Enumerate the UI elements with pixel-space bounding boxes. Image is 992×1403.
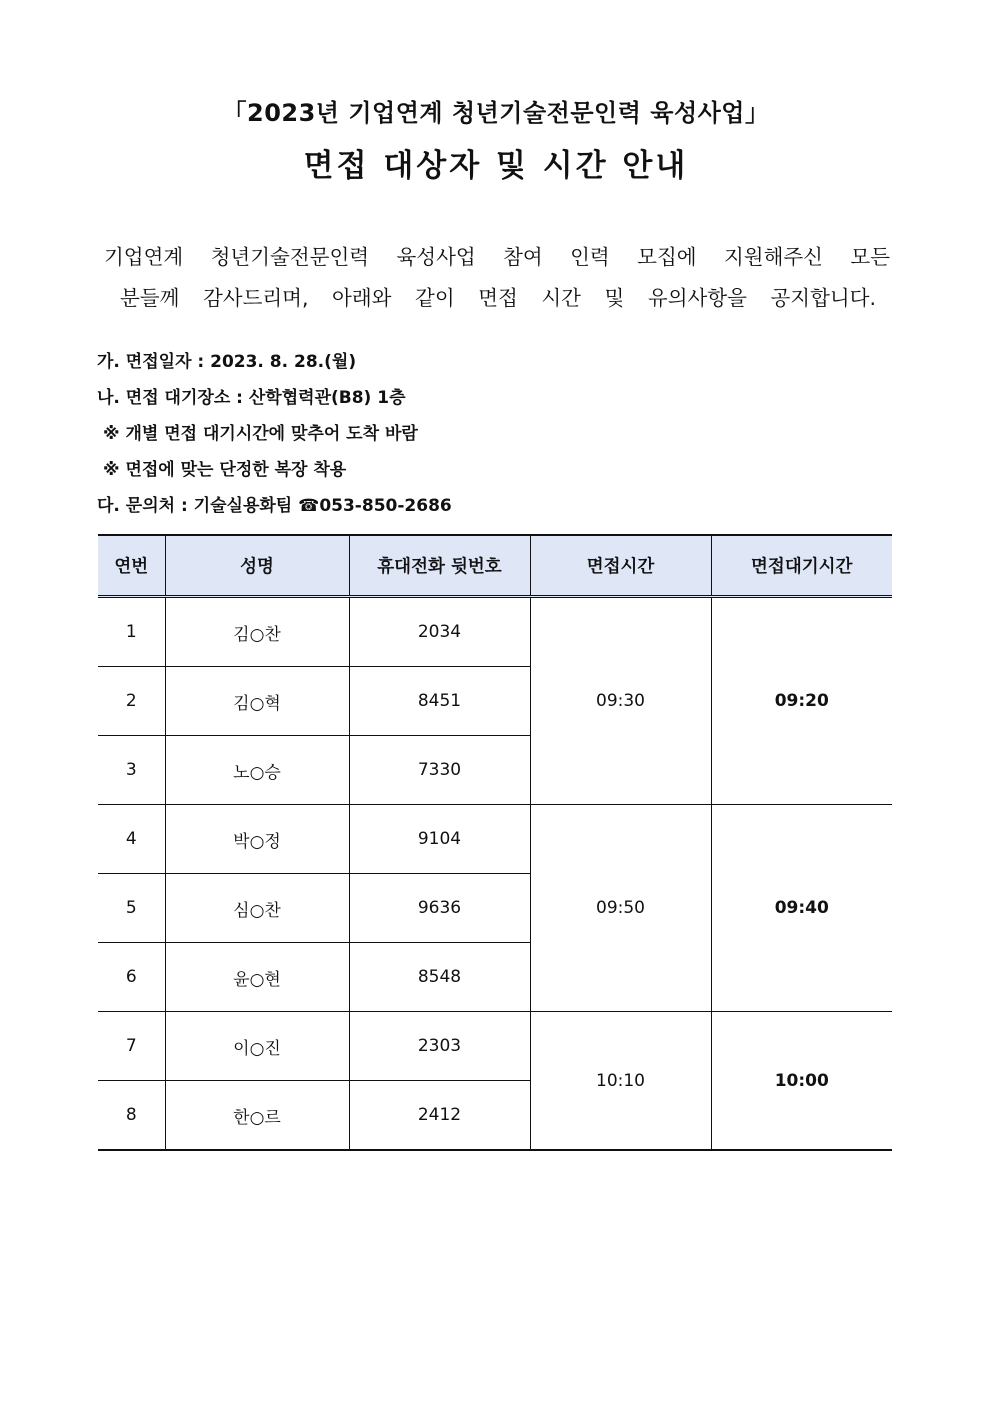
interview-time: 09:50	[530, 805, 711, 1012]
row-name: 윤○현	[165, 943, 349, 1012]
row-name: 김○혁	[165, 667, 349, 736]
row-name: 이○진	[165, 1012, 349, 1081]
row-no: 2	[98, 667, 165, 736]
row-phone: 7330	[349, 736, 530, 805]
row-phone: 2303	[349, 1012, 530, 1081]
row-phone: 9636	[349, 874, 530, 943]
row-no: 8	[98, 1081, 165, 1151]
intro-line-2: 분들께 감사드리며, 아래와 같이 면접 시간 및 유의사항을 공지합니다.	[120, 286, 876, 310]
table-row	[98, 597, 892, 667]
row-name: 한○르	[165, 1081, 349, 1151]
interview-schedule-table	[98, 534, 892, 1151]
row-no: 1	[98, 597, 165, 667]
document-subtitle: 면접 대상자 및 시간 안내	[303, 148, 689, 184]
notice-dress: ※ 면접에 맞는 단정한 복장 착용	[103, 460, 347, 480]
header-interview-time: 면접시간	[530, 535, 711, 597]
notice-arrival: ※ 개별 면접 대기시간에 맞추어 도착 바람	[103, 424, 418, 444]
intro-line-1: 기업연계 청년기술전문인력 육성사업 참여 인력 모집에 지원해주신 모든	[104, 245, 890, 269]
row-name: 노○승	[165, 736, 349, 805]
interview-time: 10:10	[530, 1012, 711, 1151]
header-waiting-time: 면접대기시간	[711, 535, 892, 597]
waiting-time: 10:00	[711, 1012, 892, 1151]
table-row	[98, 1012, 892, 1081]
header-phone: 휴대전화 뒷번호	[349, 535, 530, 597]
row-name: 김○찬	[165, 597, 349, 667]
waiting-time: 09:40	[711, 805, 892, 1012]
waiting-place: 나. 면접 대기장소 : 산학협력관(B8) 1층	[97, 388, 406, 408]
header-name: 성명	[165, 535, 349, 597]
table-header-row	[98, 535, 892, 597]
row-phone: 8451	[349, 667, 530, 736]
document-title: 「2023년 기업연계 청년기술전문인력 육성사업」	[222, 99, 770, 127]
row-phone: 8548	[349, 943, 530, 1012]
row-no: 4	[98, 805, 165, 874]
row-no: 5	[98, 874, 165, 943]
row-no: 3	[98, 736, 165, 805]
row-phone: 9104	[349, 805, 530, 874]
waiting-time: 09:20	[711, 597, 892, 805]
contact-info: 다. 문의처 : 기술실용화팀 ☎053-850-2686	[97, 496, 452, 516]
row-name: 심○찬	[165, 874, 349, 943]
row-no: 7	[98, 1012, 165, 1081]
header-no: 연번	[98, 535, 165, 597]
interview-time: 09:30	[530, 597, 711, 805]
row-name: 박○정	[165, 805, 349, 874]
row-phone: 2412	[349, 1081, 530, 1151]
table-row	[98, 805, 892, 874]
row-phone: 2034	[349, 597, 530, 667]
interview-date: 가. 면접일자 : 2023. 8. 28.(월)	[97, 352, 357, 372]
row-no: 6	[98, 943, 165, 1012]
